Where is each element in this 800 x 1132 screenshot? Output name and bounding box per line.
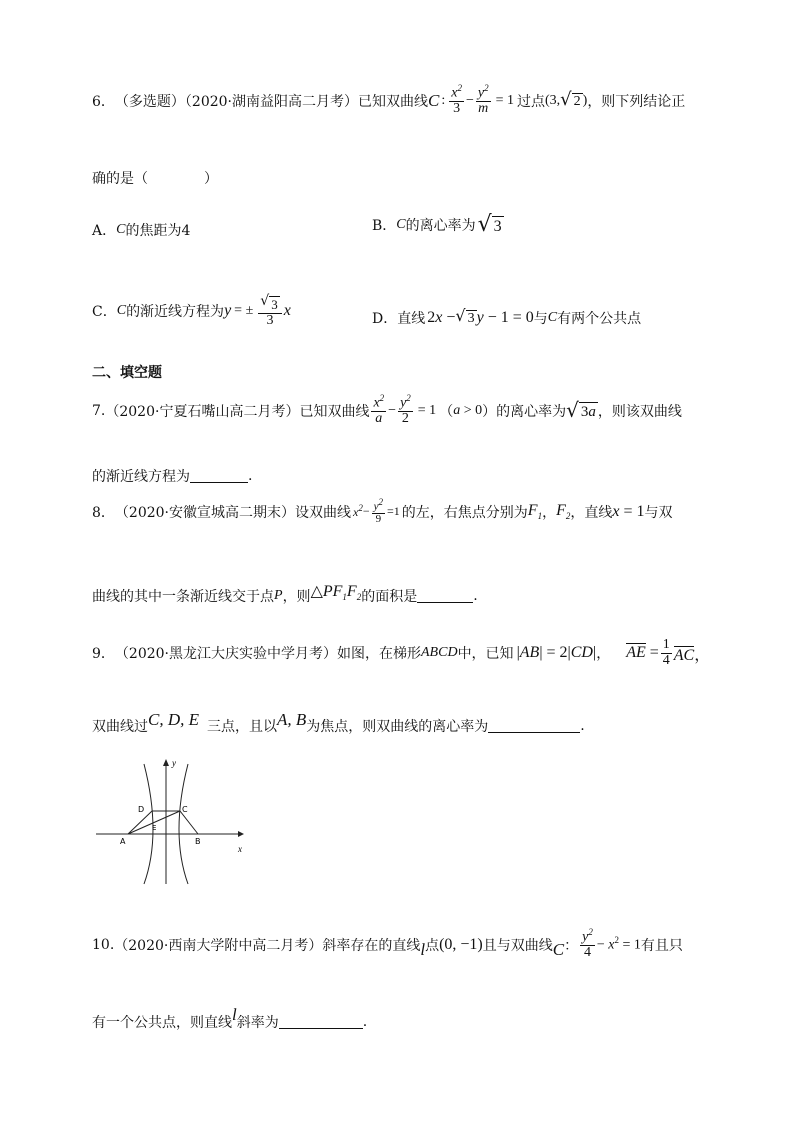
q6-tail: 过点 xyxy=(516,93,545,110)
section-title: 二、填空题 xyxy=(92,365,162,381)
label-d: D xyxy=(138,805,145,814)
trapezoid xyxy=(128,811,198,834)
q6-source: （多选题）（2020·湖南益阳高二月考）已知双曲线 xyxy=(114,93,428,110)
q9-figure xyxy=(92,756,252,888)
q7-stem-line1: 7. （2020·宁夏石嘴山高二月考）已知双曲线 $\frac{x^2}{a}$ − $\frac{y^2}{2}$ = 1 （ a > 0 ）的离心率为 √ 3a ，则该双曲线 xyxy=(92,393,682,427)
x-axis-arrow xyxy=(238,831,244,837)
q8-answer-blank[interactable] xyxy=(417,590,473,603)
q7-answer-blank[interactable] xyxy=(190,470,248,483)
q6-option-b: B． C 的离心率为 √ 3 xyxy=(372,212,502,237)
label-a: A xyxy=(120,837,126,846)
hyperbola-right-branch xyxy=(179,764,188,884)
q6-equation: C xyxy=(428,90,440,110)
q10-stem-line1: 10. （2020·西南大学附中高二月考）斜率存在的直线 l 点 (0, −1) 且与双曲线 C ： $\frac{y^2}{4}$ − $x^2 = 1$ 有且只 xyxy=(92,927,683,961)
q9-stem-line2: 双曲线过 C, D, E 三点，且以 A, B 为焦点，则双曲线的离心率为 . xyxy=(92,710,585,735)
q6-option-c: C． C 的渐近线方程为 y = ± √ 3 3 x xyxy=(92,293,291,328)
y-axis-label: y xyxy=(172,758,176,768)
q6-tail2: ，则下列结论正 xyxy=(587,93,686,110)
q9-stem-line1: 9． （2020·黑龙江大庆实验中学月考）如图，在梯形 ABCD 中，已知 |AB| = 2|CD| ， AE = $\frac{1}{4}$ AC， xyxy=(92,637,711,668)
q8-stem-line1: 8． （2020·安徽宣城高二期末）设双曲线 $x^2$ − $\frac{y^2}{9}$ =1 的左，右焦点分别为 $F_1$ ， $F_2$ ，直线 x = 1 与双 xyxy=(92,497,673,526)
q6-option-a: A． C 的焦距为4 xyxy=(92,222,191,239)
q6-stem-line2: 确的是（ ） xyxy=(92,171,218,187)
x-axis-label: x xyxy=(238,844,242,854)
q7-stem-line2: 的渐近线方程为 . xyxy=(92,468,253,485)
q6-number: 6． xyxy=(92,93,115,110)
q10-answer-blank[interactable] xyxy=(279,1016,363,1029)
q6-stem-line1: 6． （多选题）（2020·湖南益阳高二月考）已知双曲线 C : $\frac{x^2}{3}$ − $\frac{y^2}{m}$ = 1 过点 (3, √ 2 ) ，则下列结论正 xyxy=(92,83,686,117)
label-b: B xyxy=(195,837,201,846)
y-axis-arrow xyxy=(163,759,169,766)
label-e: E xyxy=(152,824,157,832)
label-c: C xyxy=(182,805,188,814)
q6-option-d: D． 直线 2x − √ 3 y − 1 = 0 与 C 有两个公共点 xyxy=(372,306,642,327)
q8-stem-line2: 曲线的其中一条渐近线交于点 P ，则 $\triangle PF_1F_2$ 的面积是 . xyxy=(92,583,478,605)
q9-answer-blank[interactable] xyxy=(488,720,580,733)
q10-stem-line2: 有一个公共点，则直线 l 斜率为 . xyxy=(92,1005,368,1031)
